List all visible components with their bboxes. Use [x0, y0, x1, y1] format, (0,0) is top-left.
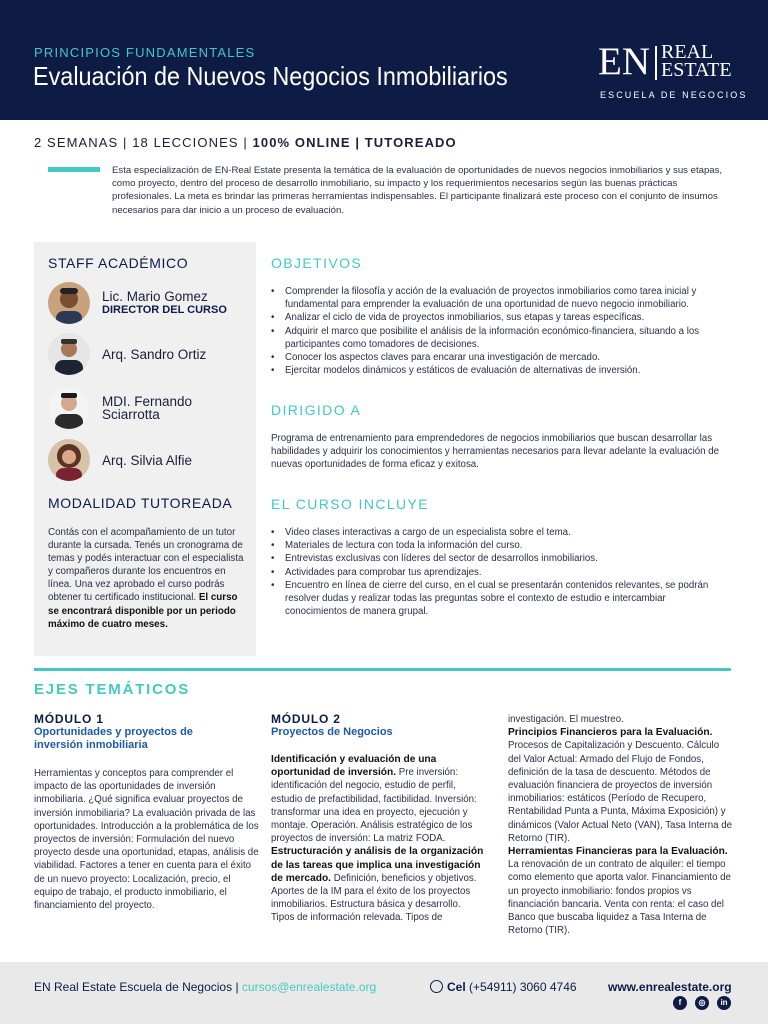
avatar: [48, 387, 90, 429]
avatar: [48, 282, 90, 324]
logo-estate: ESTATE: [661, 59, 732, 81]
footer-org: EN Real Estate Escuela de Negocios: [34, 980, 233, 994]
sidebar-panel: [34, 242, 256, 656]
footer-phone[interactable]: [430, 980, 577, 994]
module-2-topic-1: Identificación y evaluación de una oportunidad de inversión.: [271, 754, 437, 779]
module-3-topic-1: Principios Financieros para la Evaluación.: [508, 727, 713, 739]
page-title: Evaluación de Nuevos Negocios Inmobiliarios: [33, 61, 508, 91]
header-banner: [0, 0, 768, 120]
facebook-icon[interactable]: f: [673, 996, 687, 1010]
logo-real: REAL: [661, 41, 714, 63]
list-item: • Comprender la filosofía y acción de la evaluación de proyectos inmobiliarios como tarea inicial y fundamental para emprender la evaluación de una oportunidad de nuevo negocio inmobiliario.: [271, 285, 721, 311]
module-2-subtitle: Proyectos de Negocios: [271, 726, 393, 738]
list-item: • Ejercitar modelos dinámicos y estáticos de evaluación de alternativas de inversión.: [271, 364, 721, 377]
avatar: [48, 439, 90, 481]
modalidad-text: [48, 526, 248, 631]
ejes-title: EJES TEMÁTICOS: [34, 681, 191, 698]
list-item: • Adquirir el marco que posibilite el análisis de la información económico-financiera, situando a los participantes como tomadores de decisiones.: [271, 325, 721, 351]
modalidad-availability: El curso se encontrará disponible por un periodo máximo de cuatro meses.: [48, 592, 238, 630]
module-1-label: MÓDULO 1: [34, 712, 104, 726]
module-2-topic-2-text: Definición, beneficios y objetivos. Aportes de la IM para el éxito de los proyectos inmobiliarios. Estructura básica y desarrollo. Tipos de información relevada. Tipos de: [271, 872, 477, 924]
list-item: • Video clases interactivas a cargo de un especialista sobre el tema.: [271, 526, 721, 539]
incluye-list: [271, 526, 721, 618]
course-duration: 2 SEMANAS | 18 LECCIONES |: [34, 135, 253, 150]
list-item: • Materiales de lectura con toda la información del curso.: [271, 539, 721, 552]
module-2-label: MÓDULO 2: [271, 712, 341, 726]
phone-label: Cel: [447, 980, 466, 994]
intro-accent-bar: [48, 167, 100, 172]
avatar: [48, 333, 90, 375]
module-3-topic-2: Herramientas Financieras para la Evaluación.: [508, 846, 728, 858]
module-1-text: Herramientas y conceptos para comprender el impacto de las oportunidades de inversión inmobiliaria. ¿Qué significa evaluar proyectos de inversión inmobiliaria? La evaluación privada de las oportunidades. Introducción a la problemática de los proyectos de inversión: Formulación del nuevo proyecto desde una oportunidad, etapas, análisis de viabilidad. Factores a tener en cuenta para el éxito de un nuevo proyecto: Localización, precio, el equipo de trabajo, el producto inmobiliario, el financiamiento del proyecto.: [34, 768, 259, 912]
staff-role: DIRECTOR DEL CURSO: [102, 304, 227, 316]
list-item: • Analizar el ciclo de vida de proyectos inmobiliarios, sus etapas y tareas específicas.: [271, 311, 721, 324]
objetivos-title: OBJETIVOS: [271, 255, 363, 271]
course-meta: [34, 135, 457, 150]
logo-en: EN: [598, 40, 650, 83]
incluye-title: EL CURSO INCLUYE: [271, 496, 430, 512]
section-divider: [34, 668, 731, 671]
footer-website-link[interactable]: www.enrealestate.org: [608, 980, 732, 994]
staff-name: Lic. Mario Gomez: [102, 289, 208, 304]
list-item: • Actividades para comprobar tus aprendizajes.: [271, 566, 721, 579]
footer-separator: |: [232, 980, 242, 994]
module-3-text: [508, 713, 733, 937]
module-3-topic-2-text: La renovación de un contrato de alquiler: el tiempo como elemento que aporta valor. Financiamiento de un proyecto inmobiliario: fondos propios vs financiación bancaria. Venta con renta: el caso del Banco que buscaba liquidez a Tasa Interna de Retorno (TIR).: [508, 859, 731, 937]
en-real-estate-logo: [598, 40, 748, 102]
dirigido-title: DIRIGIDO A: [271, 402, 362, 418]
module-1-subtitle: Oportunidades y proyectos de inversión inmobiliaria: [34, 726, 193, 751]
dirigido-text: Programa de entrenamiento para emprendedores de negocios inmobiliarios que buscan desarrollar las habilidades y adquirir los conocimientos y herramientas necesarios para llevar adelante la evaluación de nuevas oportunidades de forma eficaz y exitosa.: [271, 433, 720, 471]
logo-school: ESCUELA DE NEGOCIOS: [600, 90, 748, 100]
logo-divider: [655, 46, 657, 80]
staff-member-gomez: [48, 282, 248, 324]
module-3-topic-1-text: Procesos de Capitalización y Descuento. Cálculo del Valor Actual: Armado del Flujo de Fondos, definición de la tasa de descuento. Métodos de evaluación financiera de proyectos de inversión inmobiliarios: estáticos (Período de Recupero, Rentabilidad Punta a Punta, Máxima Exposición) y dinámicos (Valor Actual Neto (VAN), Tasa Interna de Retorno (TIR).: [508, 740, 732, 844]
modalidad-title: MODALIDAD TUTOREADA: [48, 495, 233, 511]
list-item: • Entrevistas exclusivas con líderes del sector de desarrollos inmobiliarios.: [271, 552, 721, 565]
intro-text: Esta especialización de EN-Real Estate presenta la temática de la evaluación de oportunidades de nuevos negocios inmobiliarios y sus etapas, como proyecto, dentro del proceso de desarrollo inmobiliario, su impacto y los requerimientos necesarios según las buenas prácticas profesionales. La meta es brindar las primeras herramientas indispensables. El participante finalizará este proceso con el conjunto de insumos necesarios para dar inicio a un proceso de evaluación.: [112, 165, 723, 216]
course-mode: 100% ONLINE | TUTOREADO: [252, 135, 457, 150]
staff-name: Arq. Silvia Alfie: [102, 453, 193, 468]
staff-title: STAFF ACADÉMICO: [48, 255, 189, 271]
staff-member-alfie: [48, 439, 248, 481]
header-kicker: PRINCIPIOS FUNDAMENTALES: [34, 45, 256, 60]
footer: [0, 962, 768, 1024]
phone-number: (+54911) 3060 4746: [465, 980, 577, 994]
module-3-lead: investigación. El muestreo.: [508, 714, 624, 725]
list-item: • Encuentro en línea de cierre del curso, en el cual se presentarán contenidos relevantes, se podrán resolver dudas y realizar todas las preguntas sobre el contexto de estudio e intercambiar conocimientos de manera grupal.: [271, 579, 721, 619]
objetivos-list: [271, 285, 721, 377]
modalidad-body: Contás con el acompañamiento de un tutor durante la cursada. Tenés un cronograma de temas y podés interactuar con el especialista y compañeros durante los encuentros en línea. Una vez aprobado el curso podrás obtener tu certificado institucional.: [48, 527, 244, 604]
whatsapp-icon: [430, 980, 443, 993]
staff-member-ortiz: [48, 333, 248, 375]
staff-name: Arq. Sandro Ortiz: [102, 347, 207, 362]
footer-email-link[interactable]: cursos@enrealestate.org: [241, 980, 377, 994]
staff-name-last: Sciarrotta: [102, 407, 160, 422]
module-2-topic-1-text: Pre inversión: identificación del negocio, estudio de perfil, estudio de prefactibilidad, factibilidad. Inversión: transformar una idea en proyecto, ejecución y montaje. Operación. Análisis estratégico de los proyectos de inversión: La matriz FODA.: [271, 767, 477, 845]
footer-contact: [34, 980, 376, 994]
module-2-topic-2: Estructuración y análisis de la organización de las tareas que implica una investigación de mercado.: [271, 846, 484, 884]
staff-name-first: MDI. Fernando: [102, 394, 193, 409]
module-2-text: [271, 753, 486, 925]
list-item: • Conocer los aspectos claves para encarar una investigación de mercado.: [271, 351, 721, 364]
linkedin-icon[interactable]: in: [717, 996, 731, 1010]
instagram-icon[interactable]: ◎: [695, 996, 709, 1010]
staff-member-sciarrotta: [48, 387, 248, 429]
